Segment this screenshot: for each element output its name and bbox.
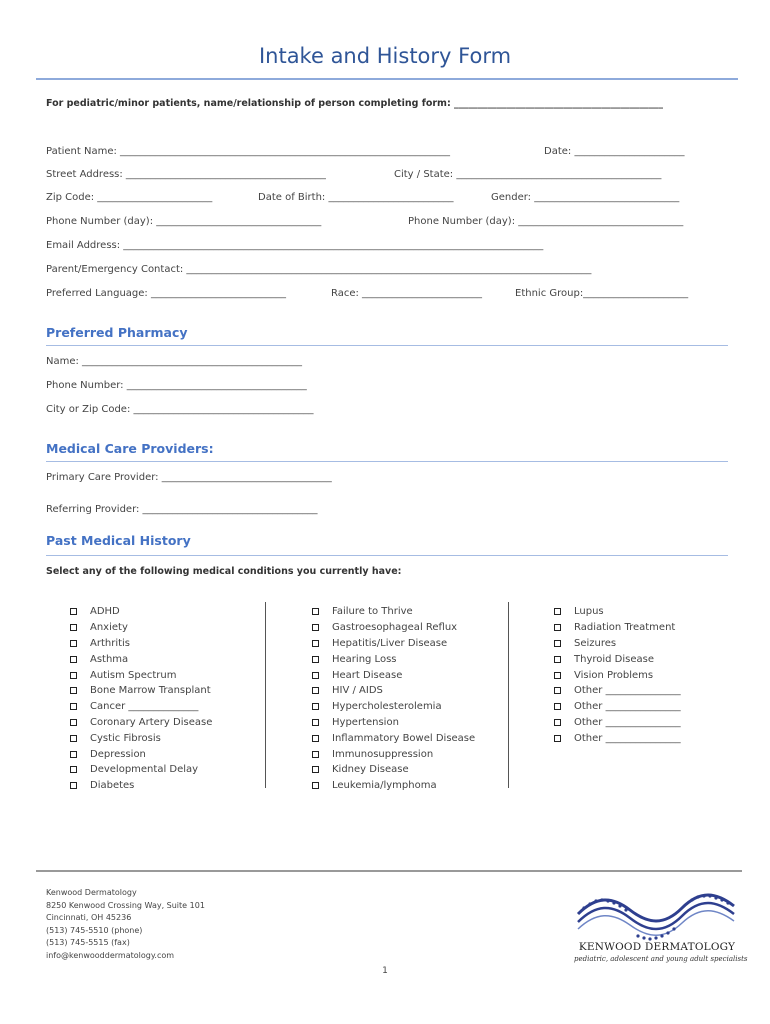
checkbox-icon[interactable] [554, 703, 561, 710]
condition-label: Cancer ______________ [90, 701, 199, 713]
condition-label: Other _______________ [574, 685, 681, 697]
condition-label: Seizures [574, 637, 617, 649]
condition-item[interactable] [70, 620, 212, 636]
checkbox-icon[interactable] [554, 672, 561, 679]
checkbox-icon[interactable] [70, 672, 77, 679]
condition-label: Coronary Artery Disease [90, 716, 213, 728]
condition-item[interactable] [70, 746, 212, 762]
phone-day-field-2[interactable]: Phone Number (day): _________________________________ [408, 216, 684, 227]
checkbox-icon[interactable] [70, 782, 77, 789]
providers-divider [46, 461, 728, 462]
page-number: 1 [382, 966, 388, 976]
footer-contact [46, 887, 205, 963]
condition-label: Leukemia/lymphoma [332, 780, 437, 792]
condition-item[interactable] [70, 636, 212, 652]
zip-code-field[interactable]: Zip Code: _______________________ [46, 192, 213, 203]
condition-label: Failure to Thrive [332, 606, 413, 618]
guardian-field[interactable]: For pediatric/minor patients, name/relationship of person completing form: ____________________________________________ [46, 98, 664, 109]
condition-label: Immunosuppression [332, 748, 434, 760]
providers-section-title: Medical Care Providers: [46, 441, 214, 456]
history-divider [46, 555, 728, 556]
condition-item[interactable] [312, 636, 475, 652]
checkbox-icon[interactable] [70, 687, 77, 694]
condition-item[interactable] [554, 636, 681, 652]
condition-item[interactable] [70, 699, 212, 715]
condition-item[interactable] [554, 667, 681, 683]
condition-label: ADHD [90, 606, 120, 618]
condition-label: Radiation Treatment [574, 622, 676, 634]
condition-label: Inflammatory Bowel Disease [332, 732, 476, 744]
condition-item[interactable] [312, 651, 475, 667]
checkbox-icon[interactable] [554, 719, 561, 726]
column-divider-2 [508, 602, 509, 788]
condition-label: Other _______________ [574, 716, 681, 728]
checkbox-icon[interactable] [312, 782, 319, 789]
condition-item[interactable] [70, 778, 212, 794]
primary-care-field[interactable]: Primary Care Provider: __________________________________ [46, 472, 332, 483]
condition-label: Depression [90, 748, 146, 760]
checkbox-icon[interactable] [70, 624, 77, 631]
email-field[interactable]: Email Address: ____________________________________________________________________________________ [46, 240, 544, 251]
title-divider [36, 78, 738, 80]
condition-label: Anxiety [90, 622, 128, 634]
pharmacy-divider [46, 345, 728, 346]
condition-item[interactable] [70, 762, 212, 778]
checkbox-icon[interactable] [312, 735, 319, 742]
checkbox-icon[interactable] [312, 751, 319, 758]
pharmacy-phone-field[interactable]: Phone Number: ____________________________________ [46, 380, 307, 391]
condition-item[interactable] [70, 730, 212, 746]
column-divider-1 [265, 602, 266, 788]
condition-item[interactable] [70, 683, 212, 699]
checkbox-icon[interactable] [554, 735, 561, 742]
condition-label: Hypertension [332, 716, 399, 728]
patient-name-field[interactable]: Patient Name: __________________________________________________________________ [46, 146, 451, 157]
condition-item[interactable] [554, 730, 681, 746]
ethnic-group-field[interactable]: Ethnic Group:_____________________ [515, 288, 689, 299]
condition-label: Lupus [574, 606, 604, 618]
checkbox-icon[interactable] [70, 640, 77, 647]
checkbox-icon[interactable] [554, 640, 561, 647]
condition-label: Heart Disease [332, 669, 403, 681]
logo-name: KENWOOD DERMATOLOGY [578, 941, 736, 953]
condition-label: Thyroid Disease [574, 653, 655, 665]
footer-org: Kenwood Dermatology [46, 888, 137, 897]
gender-field[interactable]: Gender: _____________________________ [491, 192, 680, 203]
condition-label: Other _______________ [574, 701, 681, 713]
condition-label: Developmental Delay [90, 764, 199, 776]
checkbox-icon[interactable] [554, 624, 561, 631]
conditions-column-2 [312, 604, 475, 794]
pharmacy-city-zip-field[interactable]: City or Zip Code: ____________________________________ [46, 404, 314, 415]
condition-label: Cystic Fibrosis [90, 732, 161, 744]
footer-divider [36, 870, 742, 872]
date-field[interactable]: Date: ______________________ [544, 146, 685, 157]
race-field[interactable]: Race: ________________________ [331, 288, 483, 299]
condition-item[interactable] [70, 604, 212, 620]
condition-label: Hearing Loss [332, 653, 397, 665]
checkbox-icon[interactable] [70, 608, 77, 615]
condition-item[interactable] [554, 699, 681, 715]
condition-item[interactable] [312, 667, 475, 683]
city-state-field[interactable]: City / State: _________________________________________ [394, 169, 662, 180]
conditions-column-1 [70, 604, 212, 794]
checkbox-icon[interactable] [312, 608, 319, 615]
date-of-birth-field[interactable]: Date of Birth: _________________________ [258, 192, 454, 203]
checkbox-icon[interactable] [70, 719, 77, 726]
checkbox-icon[interactable] [312, 672, 319, 679]
checkbox-icon[interactable] [312, 624, 319, 631]
pharmacy-section-title: Preferred Pharmacy [46, 325, 188, 340]
street-address-field[interactable]: Street Address: ________________________________________ [46, 169, 326, 180]
logo-tagline: pediatric, adolescent and young adult specialists [574, 955, 748, 963]
condition-item[interactable] [312, 762, 475, 778]
condition-item[interactable] [312, 683, 475, 699]
condition-label: Other _______________ [574, 732, 681, 744]
condition-item[interactable] [70, 715, 212, 731]
condition-label: HIV / AIDS [332, 685, 383, 697]
condition-label: Asthma [90, 653, 129, 665]
checkbox-icon[interactable] [312, 687, 319, 694]
footer-email: info@kenwooddermatology.com [46, 950, 175, 960]
condition-item[interactable] [312, 699, 475, 715]
checkbox-icon[interactable] [70, 751, 77, 758]
history-prompt: Select any of the following medical conditions you currently have: [46, 566, 402, 577]
checkbox-icon[interactable] [70, 703, 77, 710]
condition-label: Bone Marrow Transplant [90, 685, 211, 697]
pharmacy-name-field[interactable]: Name: ____________________________________________ [46, 356, 303, 367]
checkbox-icon[interactable] [312, 766, 319, 773]
condition-item[interactable] [312, 620, 475, 636]
referring-provider-field[interactable]: Referring Provider: ___________________________________ [46, 504, 318, 515]
footer-fax: (513) 745-5515 (fax) [46, 938, 130, 948]
condition-item[interactable] [70, 667, 212, 683]
condition-item[interactable] [554, 683, 681, 699]
parent-emergency-field[interactable]: Parent/Emergency Contact: _________________________________________________________________________________ [46, 264, 592, 275]
page-title: Intake and History Form [258, 44, 512, 68]
condition-item[interactable] [312, 715, 475, 731]
condition-label: Vision Problems [574, 669, 654, 681]
condition-item[interactable] [554, 620, 681, 636]
conditions-column-3 [554, 604, 681, 746]
condition-label: Arthritis [90, 637, 131, 649]
checkbox-icon[interactable] [554, 608, 561, 615]
history-section-title: Past Medical History [46, 533, 191, 548]
preferred-language-field[interactable]: Preferred Language: ___________________________ [46, 288, 286, 299]
checkbox-icon[interactable] [312, 703, 319, 710]
checkbox-icon[interactable] [70, 766, 77, 773]
checkbox-icon[interactable] [70, 735, 77, 742]
footer-address-line-2: Cincinnati, OH 45236 [46, 913, 132, 923]
checkbox-icon[interactable] [554, 656, 561, 663]
footer-address-line-1: 8250 Kenwood Crossing Way, Suite 101 [46, 900, 205, 910]
checkbox-icon[interactable] [312, 719, 319, 726]
condition-item[interactable] [312, 778, 475, 794]
condition-item[interactable] [312, 746, 475, 762]
condition-item[interactable] [70, 651, 212, 667]
phone-day-field-1[interactable]: Phone Number (day): _________________________________ [46, 216, 322, 227]
checkbox-icon[interactable] [70, 656, 77, 663]
condition-label: Autism Spectrum [90, 669, 177, 681]
checkbox-icon[interactable] [554, 687, 561, 694]
condition-item[interactable] [554, 604, 681, 620]
condition-label: Diabetes [90, 780, 135, 792]
checkbox-icon[interactable] [312, 640, 319, 647]
condition-item[interactable] [312, 604, 475, 620]
condition-item[interactable] [312, 730, 475, 746]
checkbox-icon[interactable] [312, 656, 319, 663]
condition-label: Kidney Disease [332, 764, 409, 776]
condition-label: Gastroesophageal Reflux [332, 622, 458, 634]
footer-phone: (513) 745-5510 (phone) [46, 925, 143, 935]
condition-item[interactable] [554, 651, 681, 667]
condition-label: Hypercholesterolemia [332, 701, 442, 713]
condition-label: Hepatitis/Liver Disease [332, 637, 448, 649]
condition-item[interactable] [554, 715, 681, 731]
